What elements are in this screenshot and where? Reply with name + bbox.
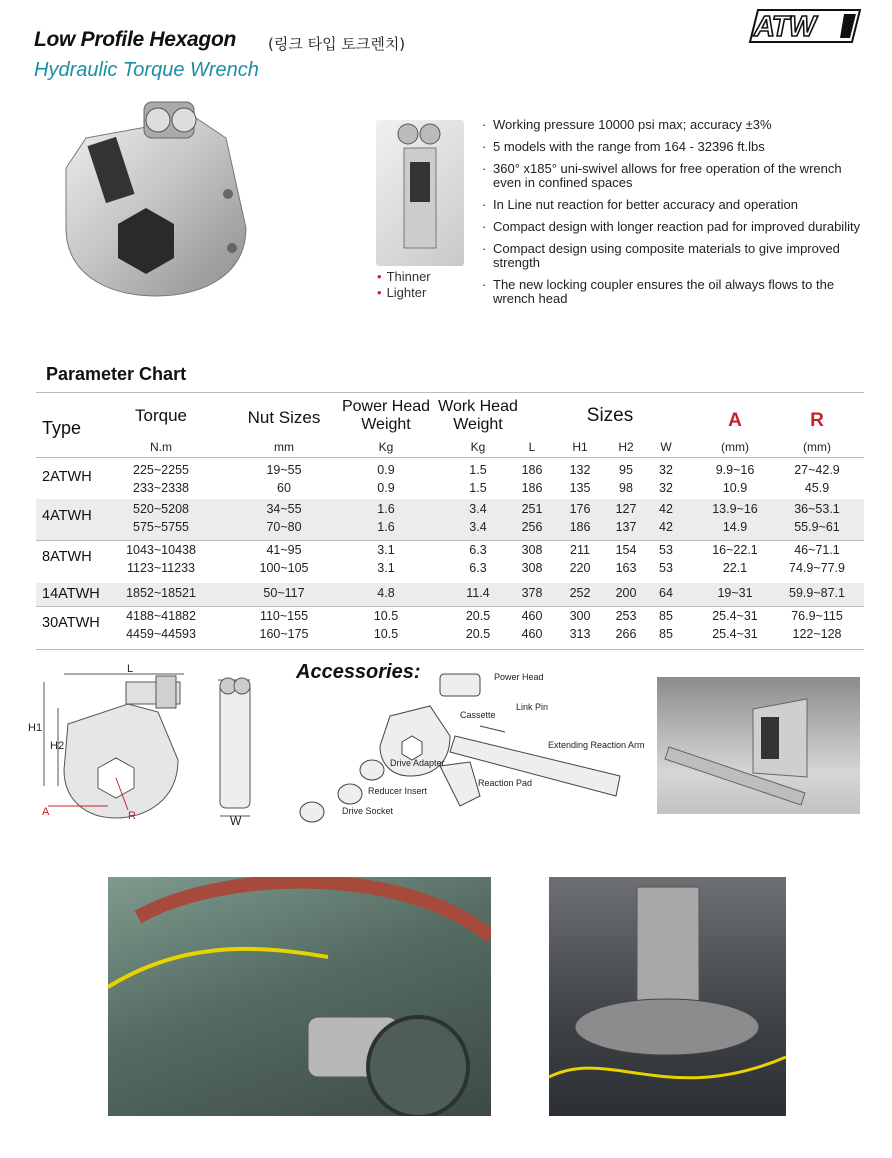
cell-r: 59.9~87.1: [789, 586, 845, 600]
row-rule: [36, 606, 864, 607]
label-extending-arm: Extending Reaction Arm: [548, 740, 645, 750]
unit-h1: H1: [572, 440, 588, 454]
feature-item: · In Line nut reaction for better accuracy and operation: [482, 198, 870, 212]
cell-nut: 60: [277, 481, 291, 495]
cell-nut: 160~175: [259, 627, 309, 641]
accessories-title: Accessories:: [296, 661, 421, 683]
feature-item: · 360° x185° uni-swivel allows for free operation of the wrench even in confined spaces: [482, 162, 870, 190]
label-drive-socket: Drive Socket: [342, 806, 394, 816]
cell-h1: 211: [570, 543, 590, 557]
cell-w: 53: [659, 561, 673, 575]
unit-a: (mm): [721, 440, 749, 454]
cell-r: 45.9: [804, 481, 830, 495]
feature-item: · The new locking coupler ensures the oil always flows to the wrench head: [482, 278, 870, 306]
atw-logo: [748, 6, 864, 46]
bullet-thinner: [377, 269, 431, 284]
cell-work: 20.5: [465, 627, 491, 641]
header-work-weight: Weight: [453, 416, 503, 433]
cell-h1: 176: [569, 502, 591, 516]
cell-w: 32: [659, 481, 673, 495]
red-dot-icon: •: [377, 269, 382, 284]
cell-torque: 520~5208: [133, 502, 189, 516]
reaction-arm-photo: [657, 677, 860, 814]
label-cassette: Cassette: [460, 710, 496, 720]
cell-h2: 154: [615, 543, 637, 557]
cell-a: 10.9: [722, 481, 748, 495]
cell-w: 42: [659, 520, 673, 534]
cell-power: 1.6: [377, 520, 395, 534]
dim-label-h1: H1: [28, 722, 43, 734]
cell-w: 85: [659, 627, 673, 641]
bullet-lighter: [377, 285, 426, 300]
cell-w: 64: [659, 586, 673, 600]
label-reaction-pad: Reaction Pad: [478, 778, 533, 788]
unit-power: Kg: [378, 440, 394, 454]
bullet-text: Lighter: [386, 285, 427, 300]
cell-a: 19~31: [717, 586, 753, 600]
dim-label-a: A: [42, 806, 50, 818]
cell-a: 25.4~31: [712, 609, 758, 623]
header-work-head: Work Head: [438, 398, 518, 415]
cell-work: 1.5: [469, 481, 487, 495]
parameter-chart-title: Parameter Chart: [46, 364, 187, 384]
bullet-text: Thinner: [386, 269, 431, 284]
model-type: 30ATWH: [42, 615, 100, 631]
cell-h2: 98: [619, 481, 633, 495]
label-drive-adapter: Drive Adapter: [390, 758, 445, 768]
label-reducer-insert: Reducer Insert: [368, 786, 428, 796]
cell-torque: 233~2338: [133, 481, 189, 495]
field-photo-flange: [549, 877, 786, 1116]
unit-w: W: [660, 440, 672, 454]
model-type: 2ATWH: [42, 469, 92, 485]
label-power-head: Power Head: [494, 672, 544, 682]
cell-h2: 163: [615, 561, 637, 575]
cell-nut: 100~105: [259, 561, 309, 575]
cell-torque: 1123~11233: [126, 561, 196, 575]
cell-torque: 4188~41882: [126, 609, 196, 623]
cell-h2: 253: [615, 609, 637, 623]
wrench-photo: [46, 98, 252, 298]
dimension-drawing: [28, 660, 278, 830]
cell-a: 9.9~16: [715, 463, 755, 477]
unit-r: (mm): [803, 440, 831, 454]
feature-item: · Compact design with longer reaction pad for improved durability: [482, 220, 870, 234]
cell-power: 10.5: [373, 627, 399, 641]
feature-item: · Working pressure 10000 psi max; accuracy ±3%: [482, 118, 870, 132]
cell-power: 4.8: [377, 586, 395, 600]
dim-label-r: R: [128, 810, 136, 822]
cell-h2: 137: [615, 520, 637, 534]
cell-a: 16~22.1: [712, 543, 758, 557]
cell-w: 53: [659, 543, 673, 557]
unit-l: L: [528, 440, 536, 454]
cell-nut: 34~55: [266, 502, 302, 516]
cell-nut: 19~55: [266, 463, 302, 477]
cell-r: 55.9~61: [794, 520, 840, 534]
header-power-head: Power Head: [341, 398, 431, 415]
header-torque: Torque: [135, 406, 187, 425]
unit-nut: mm: [274, 440, 294, 454]
cell-h1: 252: [569, 586, 591, 600]
cell-h2: 200: [615, 586, 637, 600]
cell-nut: 110~155: [259, 609, 309, 623]
header-nut-sizes: Nut Sizes: [247, 408, 321, 427]
cell-work: 3.4: [469, 502, 487, 516]
cell-work: 6.3: [469, 543, 487, 557]
cell-power: 3.1: [377, 561, 395, 575]
korean-subtitle: (링크 타입 토크렌치): [268, 35, 406, 53]
cell-work: 6.3: [469, 561, 487, 575]
unit-work: Kg: [470, 440, 486, 454]
cell-work: 1.5: [469, 463, 487, 477]
cell-h2: 266: [615, 627, 637, 641]
cell-torque: 575~5755: [133, 520, 189, 534]
header-a: A: [728, 410, 742, 431]
cell-nut: 41~95: [266, 543, 302, 557]
cell-r: 36~53.1: [794, 502, 840, 516]
cell-l: 460: [521, 627, 543, 641]
feature-list: [482, 118, 870, 314]
feature-item: · 5 models with the range from 164 - 32396 ft.lbs: [482, 140, 870, 154]
accessories-diagram: [290, 666, 650, 826]
cell-r: 76.9~115: [791, 609, 843, 623]
cell-power: 3.1: [377, 543, 395, 557]
cell-h1: 135: [569, 481, 591, 495]
cell-r: 74.9~77.9: [789, 561, 845, 575]
feature-item: · Compact design using composite materials to give improved strength: [482, 242, 870, 270]
header-r: R: [810, 410, 824, 431]
cell-h2: 127: [615, 502, 637, 516]
cell-power: 1.6: [377, 502, 395, 516]
model-type: 4ATWH: [42, 508, 92, 524]
cell-work: 11.4: [466, 586, 490, 600]
red-dot-icon: •: [377, 285, 382, 300]
page-title: Low Profile Hexagon: [34, 28, 236, 51]
cell-torque: 225~2255: [133, 463, 189, 477]
cell-h1: 313: [569, 627, 591, 641]
cell-torque: 1043~10438: [126, 543, 196, 557]
header-type: Type: [42, 418, 82, 438]
cell-h1: 186: [569, 520, 591, 534]
cell-r: 122~128: [792, 627, 842, 641]
cell-a: 13.9~16: [712, 502, 758, 516]
cell-power: 0.9: [377, 463, 395, 477]
cell-a: 25.4~31: [712, 627, 758, 641]
cell-work: 3.4: [469, 520, 487, 534]
header-rule: [36, 457, 864, 458]
cell-power: 0.9: [377, 481, 395, 495]
cell-a: 22.1: [722, 561, 748, 575]
dim-label-l: L: [127, 663, 134, 675]
cell-r: 27~42.9: [794, 463, 840, 477]
cell-l: 308: [521, 561, 543, 575]
cell-l: 251: [521, 502, 543, 516]
cell-r: 46~71.1: [794, 543, 840, 557]
dim-label-w: W: [230, 814, 242, 828]
field-photo-pipe: [108, 877, 491, 1116]
cell-l: 256: [521, 520, 543, 534]
cell-h2: 95: [619, 463, 633, 477]
header-sizes: Sizes: [586, 405, 634, 426]
row-rule: [36, 649, 864, 650]
page-subtitle: Hydraulic Torque Wrench: [34, 59, 259, 81]
cell-l: 460: [521, 609, 543, 623]
cell-w: 85: [659, 609, 673, 623]
cell-work: 20.5: [465, 609, 491, 623]
unit-torque: N.m: [150, 440, 172, 454]
cell-l: 378: [521, 586, 543, 600]
header-power-weight: Weight: [361, 416, 411, 433]
cell-power: 10.5: [373, 609, 399, 623]
cell-nut: 50~117: [263, 586, 305, 600]
cell-l: 186: [521, 481, 543, 495]
model-type: 8ATWH: [42, 549, 92, 565]
label-link-pin: Link Pin: [516, 702, 549, 712]
logo-text: ATW: [754, 11, 815, 43]
cell-torque: 4459~44593: [126, 627, 196, 641]
cell-h1: 220: [569, 561, 591, 575]
cell-nut: 70~80: [266, 520, 302, 534]
model-type: 14ATWH: [42, 586, 100, 602]
cell-h1: 132: [569, 463, 591, 477]
table-top-rule: [36, 392, 864, 393]
cell-a: 14.9: [722, 520, 748, 534]
cell-l: 308: [521, 543, 543, 557]
cell-w: 32: [659, 463, 673, 477]
wrench-side-photo: [376, 120, 464, 266]
dim-label-h2: H2: [50, 740, 65, 752]
unit-h2: H2: [618, 440, 634, 454]
row-rule: [36, 540, 864, 541]
cell-l: 186: [521, 463, 543, 477]
cell-torque: 1852~18521: [126, 586, 196, 600]
cell-h1: 300: [569, 609, 591, 623]
cell-w: 42: [659, 502, 673, 516]
